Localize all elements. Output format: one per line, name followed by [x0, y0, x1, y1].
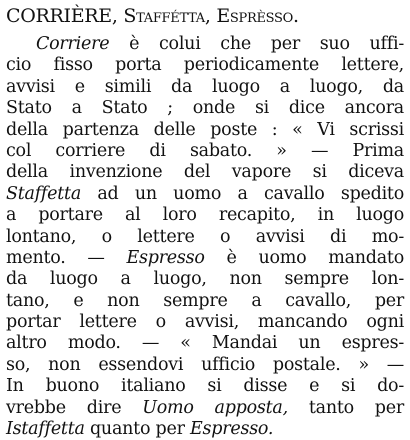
text-line: [6, 333, 404, 354]
text-run: vrebbe dire: [6, 397, 143, 418]
text-line: [6, 34, 404, 55]
text-run: altro modo. — « Mandai un espres-: [6, 333, 404, 354]
text-line: [6, 55, 404, 76]
italic-term: Corriere: [36, 34, 110, 54]
text-run: tanto per: [287, 397, 404, 418]
text-run: lontano, o lettere o avvisi di mo-: [6, 226, 404, 247]
italic-term: Staffetta: [6, 183, 82, 204]
text-line: [6, 227, 404, 248]
dictionary-entry: [6, 4, 404, 440]
text-run: della partenza delle poste : « Vi scrissi: [6, 119, 404, 140]
text-line: [6, 77, 404, 98]
text-line: [6, 205, 404, 226]
text-line: [6, 376, 404, 397]
heading-term-corriere: CORRIÈRE,: [6, 5, 118, 27]
text-run: è uomo mandato: [204, 247, 404, 268]
text-run: avvisi e simili da luogo a luogo, da: [6, 76, 404, 97]
heading-term-espresso: Esprèsso.: [216, 5, 299, 27]
text-line: [6, 419, 404, 440]
text-run: quanto per: [84, 419, 191, 440]
text-run: In buono italiano si disse e si do-: [6, 376, 404, 397]
text-run: ad un uomo a cavallo spedito: [81, 183, 404, 204]
text-line: [6, 141, 404, 162]
text-run: tano, e non sempre a cavallo, per: [6, 290, 404, 311]
text-run: so, non essendovi ufficio postale. » —: [6, 354, 404, 375]
italic-term: Espresso.: [190, 419, 274, 440]
entry-heading: [6, 4, 404, 28]
text-run: cio fisso porta periodicamente lettere,: [6, 55, 404, 76]
italic-term: Espresso: [126, 247, 205, 268]
text-run: da luogo a luogo, non sempre lon-: [6, 269, 404, 290]
text-run: mento. —: [6, 247, 127, 268]
text-line: [6, 291, 404, 312]
text-line: [6, 184, 404, 205]
text-line: [6, 355, 404, 376]
text-run: della invenzione del vapore si diceva: [6, 162, 404, 183]
text-line: [6, 98, 404, 119]
text-line: [6, 269, 404, 290]
text-line: [6, 248, 404, 269]
text-line: [6, 398, 404, 419]
text-run: col corriere di sabato. » — Prima: [6, 140, 404, 161]
heading-term-staffetta: Staffétta,: [123, 5, 211, 27]
text-line: [6, 162, 404, 183]
italic-term: Istaffetta: [6, 419, 85, 440]
text-run: Stato a Stato ; onde si dice ancora: [6, 98, 404, 119]
text-run: a portare al loro recapito, in luogo: [6, 205, 404, 226]
text-run: portar lettere o avvisi, mancando ogni: [6, 312, 404, 333]
italic-term: Uomo apposta,: [142, 397, 288, 418]
text-run: è colui che per suo uffi-: [109, 34, 404, 54]
text-line: [6, 120, 404, 141]
text-line: [6, 312, 404, 333]
entry-body: [6, 34, 404, 440]
